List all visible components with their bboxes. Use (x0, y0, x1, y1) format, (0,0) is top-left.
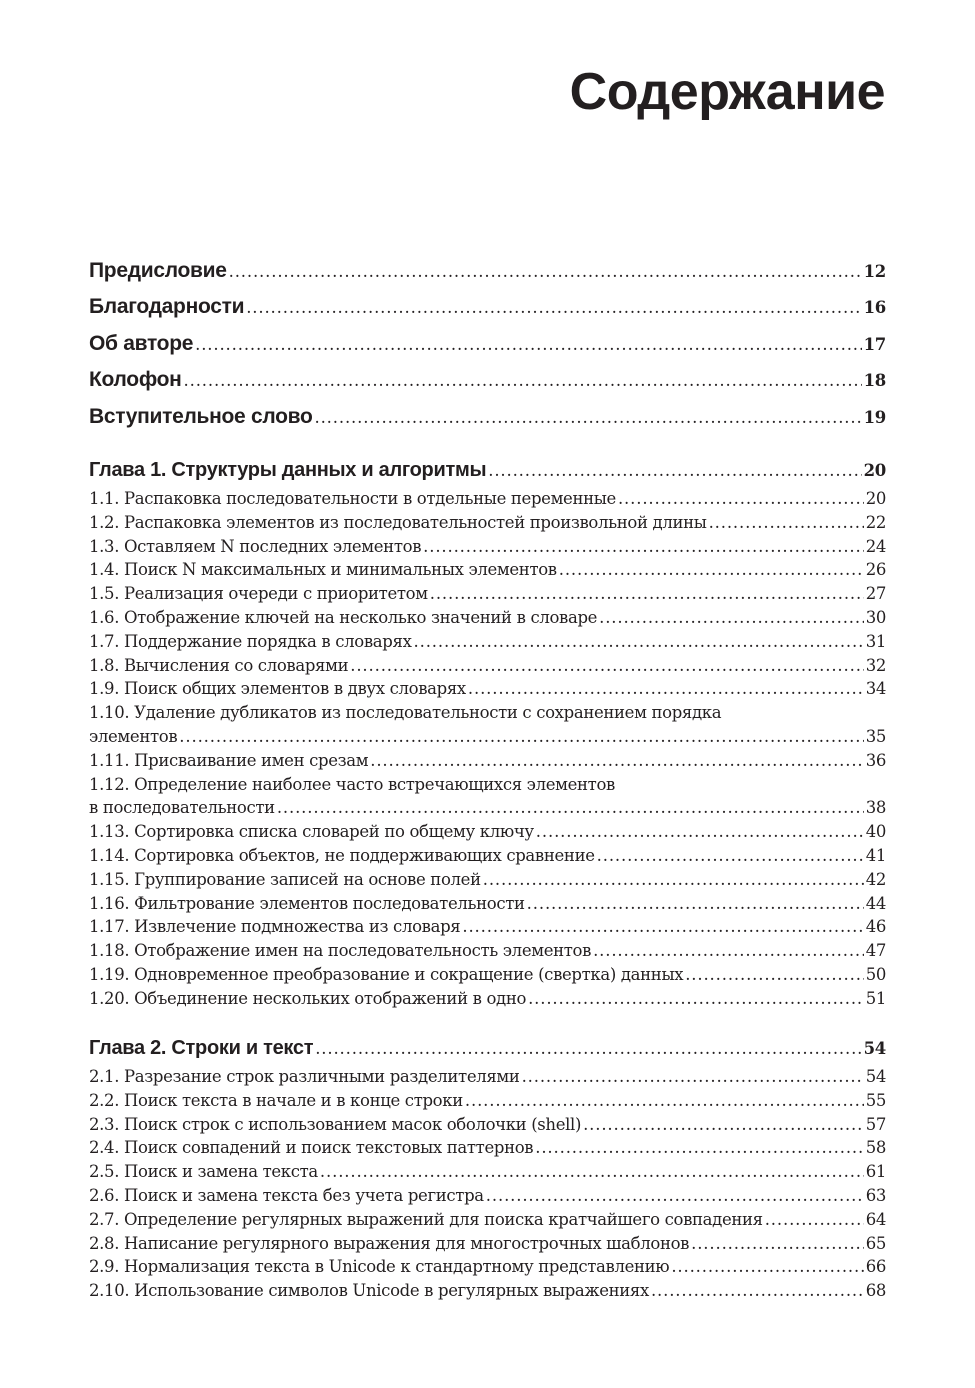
leader-dots (597, 844, 864, 868)
toc-section-page: 58 (865, 1138, 886, 1158)
toc-section-page: 65 (865, 1233, 886, 1253)
toc-section-page: 46 (865, 917, 886, 937)
leader-dots (184, 363, 862, 399)
toc-section-page: 26 (865, 560, 886, 580)
toc-section-title: 2.5. Поиск и замена текста (89, 1162, 318, 1182)
toc-section-page: 57 (865, 1114, 886, 1134)
toc-entry-preface[interactable] (89, 253, 886, 289)
toc-section-title: 1.19. Одновременное преобразование и сокращение (свертка) данных (89, 964, 684, 984)
toc-section-title: 1.8. Вычисления со словарями (89, 655, 349, 675)
leader-dots (277, 796, 864, 820)
toc-section[interactable] (89, 820, 886, 844)
leader-dots (527, 892, 864, 916)
toc-section[interactable] (89, 1279, 886, 1303)
toc-entry-acknowledgements[interactable] (89, 289, 886, 325)
leader-dots (483, 868, 864, 892)
leader-dots (651, 1279, 864, 1303)
leader-dots (350, 654, 863, 678)
toc-section[interactable] (89, 677, 886, 701)
toc-section-title: 2.2. Поиск текста в начале и в конце строки (89, 1090, 463, 1110)
toc-section-title: 2.8. Написание регулярного выражения для многострочных шаблонов (89, 1233, 690, 1253)
toc-entry-title: Вступительное слово (89, 404, 313, 428)
leader-dots (320, 1160, 864, 1184)
toc-section-title: 1.5. Реализация очереди с приоритетом (89, 584, 428, 604)
toc-section-title: в последовательности (89, 798, 275, 818)
toc-section[interactable] (89, 1208, 886, 1232)
toc-section[interactable] (89, 749, 886, 773)
toc-section[interactable] (89, 582, 886, 606)
toc-section-title: 2.10. Использование символов Unicode в регулярных выражениях (89, 1281, 649, 1301)
toc-chapter-page: 54 (863, 1039, 886, 1058)
toc-section-page: 47 (865, 941, 886, 961)
toc-section-title: 1.20. Объединение нескольких отображений в одно (89, 988, 527, 1008)
leader-dots (468, 677, 864, 701)
toc-section-page: 35 (865, 726, 886, 746)
toc-section-title: 1.16. Фильтрование элементов последовательности (89, 893, 525, 913)
toc-section[interactable] (89, 1065, 886, 1089)
leader-dots (685, 963, 864, 987)
toc-section-title: 1.14. Сортировка объектов, не поддерживающих сравнение (89, 845, 595, 865)
toc-section[interactable] (89, 987, 886, 1011)
leader-dots (593, 939, 864, 963)
toc-chapter-1[interactable] (89, 453, 886, 487)
leader-dots (370, 749, 863, 773)
toc-section[interactable] (89, 1089, 886, 1113)
leader-dots (315, 1032, 861, 1066)
toc-section-page: 40 (865, 822, 886, 842)
toc-section-title: 1.17. Извлечение подмножества из словаря (89, 917, 461, 937)
front-matter-list (89, 253, 886, 435)
leader-dots (246, 290, 861, 326)
toc-section-title: 1.1. Распаковка последовательности в отдельные переменные (89, 489, 616, 508)
leader-dots (430, 582, 864, 606)
toc-section[interactable] (89, 725, 886, 749)
toc-section[interactable] (89, 487, 886, 511)
toc-section-title: 1.9. Поиск общих элементов в двух словарях (89, 679, 466, 699)
toc-section[interactable] (89, 511, 886, 535)
toc-section-title: 2.1. Разрезание строк различными разделителями (89, 1067, 520, 1086)
leader-dots (462, 915, 863, 939)
toc-section-page: 44 (865, 893, 886, 913)
toc-section-page: 32 (865, 655, 886, 675)
toc-section-title: 1.6. Отображение ключей на несколько значений в словаре (89, 607, 598, 627)
toc-section-title: 2.7. Определение регулярных выражений для поиска кратчайшего совпадения (89, 1209, 763, 1229)
toc-section-title: 1.7. Поддержание порядка в словарях (89, 631, 412, 651)
leader-dots (583, 1113, 864, 1137)
toc-entry-about-author[interactable] (89, 326, 886, 362)
leader-dots (528, 987, 864, 1011)
leader-dots (414, 630, 864, 654)
toc-section-page: 66 (865, 1257, 886, 1277)
leader-dots (709, 511, 864, 535)
toc-section[interactable] (89, 1160, 886, 1184)
toc-section-title: 1.4. Поиск N максимальных и минимальных элементов (89, 560, 557, 580)
toc-entry-foreword[interactable] (89, 399, 886, 435)
toc-section-title: 1.2. Распаковка элементов из последовательностей произвольной длины (89, 512, 707, 532)
toc-section[interactable] (89, 915, 886, 939)
toc-section-page: 42 (865, 869, 886, 889)
toc-section-page: 51 (865, 988, 886, 1008)
leader-dots (423, 535, 864, 559)
toc-chapter-page: 20 (863, 461, 886, 480)
toc-section[interactable] (89, 535, 886, 559)
toc-entry-page: 19 (863, 407, 886, 427)
toc-section-page: 31 (865, 631, 886, 651)
toc-chapter-title: Глава 1. Структуры данных и алгоритмы (89, 459, 487, 481)
leader-dots (488, 454, 861, 488)
toc-section-title-line1[interactable]: 1.10. Удаление дубликатов из последовательности с сохранением порядка (89, 703, 722, 723)
toc-section-page: 38 (865, 798, 886, 818)
toc-section[interactable] (89, 558, 886, 582)
toc-section-page: 55 (865, 1090, 886, 1110)
toc-section-page: 36 (865, 750, 886, 770)
toc-section-page: 20 (865, 489, 886, 508)
toc-section[interactable] (89, 1232, 886, 1256)
leader-dots (465, 1089, 864, 1113)
toc-section[interactable] (89, 963, 886, 987)
toc-entry-page: 16 (863, 298, 886, 318)
leader-dots (691, 1232, 864, 1256)
toc-section-title-line1[interactable]: 1.12. Определение наиболее часто встречающихся элементов (89, 774, 615, 794)
toc-section[interactable] (89, 654, 886, 678)
toc-section[interactable] (89, 630, 886, 654)
toc-section-title: 2.6. Поиск и замена текста без учета регистра (89, 1185, 484, 1205)
toc-chapter-2[interactable] (89, 1031, 886, 1065)
leader-dots (559, 558, 864, 582)
leader-dots (195, 327, 862, 363)
toc-entry-title: Об авторе (89, 331, 194, 355)
toc-section-page: 54 (865, 1067, 886, 1086)
toc-section-title: 2.3. Поиск строк с использованием масок оболочки (shell) (89, 1114, 582, 1134)
toc-section[interactable] (89, 844, 886, 868)
toc-section-title: 1.13. Сортировка списка словарей по общему ключу (89, 822, 534, 842)
toc-entry-title: Колофон (89, 368, 182, 392)
toc-section-page: 64 (865, 1209, 886, 1229)
toc-section-page: 41 (865, 845, 886, 865)
toc-section-page: 34 (865, 679, 886, 699)
toc-section-title: 2.9. Нормализация текста в Unicode к стандартному представлению (89, 1257, 670, 1277)
toc-section[interactable] (89, 1255, 886, 1279)
toc-section[interactable] (89, 868, 886, 892)
toc-section-title: 1.15. Группирование записей на основе полей (89, 869, 481, 889)
toc-entry-page: 12 (863, 262, 886, 281)
toc-section[interactable] (89, 1136, 886, 1160)
toc-section[interactable] (89, 1113, 886, 1137)
leader-dots (671, 1255, 863, 1279)
leader-dots (535, 1136, 863, 1160)
toc-entry-title: Благодарности (89, 295, 245, 319)
toc-entry-page: 18 (863, 371, 886, 391)
leader-dots (486, 1184, 864, 1208)
toc-section-page: 50 (865, 964, 886, 984)
leader-dots (599, 606, 864, 630)
toc-section-title: 1.11. Присваивание имен срезам (89, 750, 369, 770)
leader-dots (618, 487, 864, 511)
toc-section[interactable] (89, 892, 886, 916)
leader-dots (315, 400, 862, 436)
chapter-1-block (89, 453, 886, 1011)
toc-chapter-title: Глава 2. Строки и текст (89, 1037, 314, 1059)
leader-dots (179, 725, 863, 749)
toc-section[interactable] (89, 606, 886, 630)
toc-section-page: 24 (865, 536, 886, 556)
chapter-2-block (89, 1031, 886, 1303)
leader-dots (522, 1065, 864, 1089)
toc-entry-page: 17 (863, 334, 886, 354)
toc-section-page: 68 (865, 1281, 886, 1301)
toc-section-page: 30 (865, 607, 886, 627)
toc-section[interactable] (89, 796, 886, 820)
leader-dots (765, 1208, 864, 1232)
leader-dots (229, 254, 862, 290)
page-title: Содержание (569, 63, 885, 121)
toc-section[interactable] (89, 1184, 886, 1208)
toc-entry-colophon[interactable] (89, 362, 886, 398)
toc-section-page: 27 (865, 584, 886, 604)
toc-section-page: 22 (865, 512, 886, 532)
toc-section-page: 61 (865, 1162, 886, 1182)
toc-section-title: 1.18. Отображение имен на последовательность элементов (89, 941, 592, 961)
leader-dots (536, 820, 864, 844)
toc-section-title: 2.4. Поиск совпадений и поиск текстовых паттернов (89, 1138, 534, 1158)
toc-entry-title: Предисловие (89, 259, 227, 282)
toc-section-title: элементов (89, 726, 178, 746)
toc-section-title: 1.3. Оставляем N последних элементов (89, 536, 422, 556)
toc-section[interactable] (89, 939, 886, 963)
toc-section-page: 63 (865, 1185, 886, 1205)
